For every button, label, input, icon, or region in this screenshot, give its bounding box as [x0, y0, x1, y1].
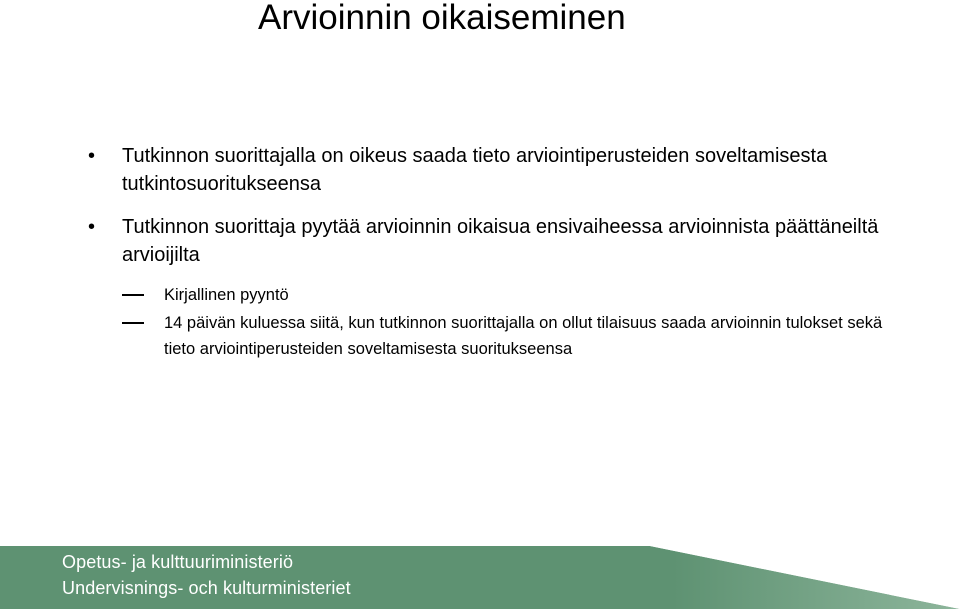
sub-bullet-text: Kirjallinen pyyntö: [164, 286, 289, 304]
sub-bullet-text: 14 päivän kuluessa siitä, kun tutkinnon suorittajalla on ollut tilaisuus saada arvioinnin tulokset sekä tieto arviointiperusteiden soveltamisesta suoritukseensa: [164, 314, 883, 358]
bullet-text: Tutkinnon suorittaja pyytää arvioinnin oikaisua ensivaiheessa arvioinnista päättäneiltä arvioijilta: [122, 216, 879, 266]
footer-band: [0, 546, 960, 609]
sub-bullet-item: [164, 310, 884, 362]
bullet-item: [88, 213, 882, 269]
slide-title: Arvioinnin oikaiseminen: [258, 0, 626, 37]
bullet-text: Tutkinnon suorittajalla on oikeus saada tieto arviointiperusteiden soveltamisesta tutkintosuoritukseensa: [122, 145, 828, 195]
bullet-marker: •: [88, 145, 96, 167]
sub-bullet-item: [164, 282, 884, 308]
dash-marker: [122, 294, 144, 296]
ministry-name-swedish: Undervisnings- och kulturministeriet: [62, 578, 351, 598]
ministry-name-finnish: Opetus- ja kulttuuriministeriö: [62, 552, 294, 572]
bullet-item: [88, 142, 882, 198]
bullet-marker: •: [88, 216, 96, 238]
dash-marker: [122, 322, 144, 324]
